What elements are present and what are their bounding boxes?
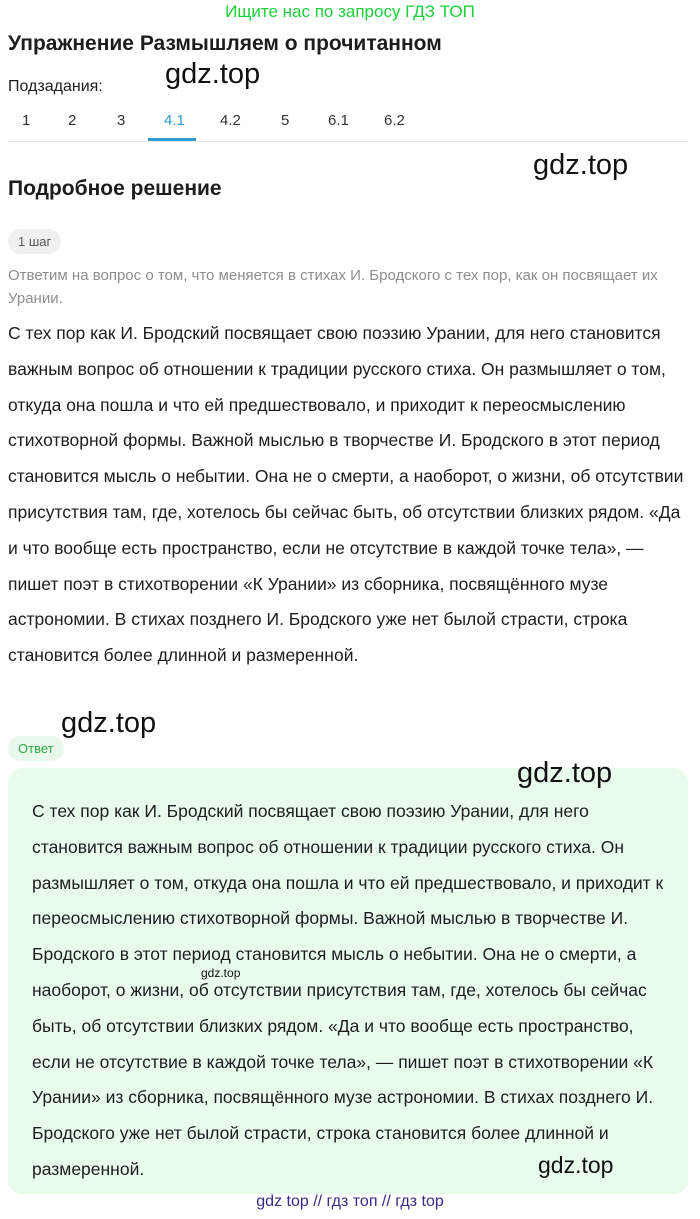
tab-2[interactable]: 2 <box>68 112 77 129</box>
watermark: gdz.top <box>61 707 157 739</box>
promo-banner[interactable]: Ищите нас по запросу ГДЗ ТОП <box>225 2 475 21</box>
subtasks-label: Подзадания: <box>8 78 103 95</box>
tab-5[interactable]: 5 <box>281 112 290 129</box>
solution-heading: Подробное решение <box>8 177 222 200</box>
tab-6-2[interactable]: 6.2 <box>384 112 405 129</box>
watermark: gdz.top <box>165 58 261 90</box>
watermark: gdz.top <box>533 149 629 181</box>
step-hint: Ответим на вопрос о том, что меняется в стихах И. Бродского с тех пор, как он посвящает их Урании. <box>8 267 658 307</box>
page-title: Упражнение Размышляем о прочитанном <box>8 32 442 55</box>
subtask-tabs <box>0 107 688 141</box>
tab-3[interactable]: 3 <box>117 112 126 129</box>
tab-6-1[interactable]: 6.1 <box>328 112 349 129</box>
tab-4-2[interactable]: 4.2 <box>220 112 241 129</box>
watermark: gdz.top <box>201 966 241 980</box>
watermark: gdz.top <box>538 1152 614 1178</box>
tab-4-1[interactable]: 4.1 <box>164 112 185 129</box>
step-badge: 1 шаг <box>8 229 61 254</box>
watermark: gdz.top <box>517 757 613 789</box>
answer-badge: Ответ <box>8 736 64 761</box>
footer-links[interactable]: gdz top // гдз топ // гдз top <box>256 1193 444 1210</box>
tabs-divider <box>8 141 688 142</box>
solution-text: С тех пор как И. Бродский посвящает свою поэзию Урании, для него становится важным вопрос об отношении к традиции русского стиха. Он размышляет о том, откуда она пошла и что ей предшествовало, и приходит к переосмыслению стихотворной формы. Важной мыслью в творчестве И. Бродского в этот период становится мысль о небытии. Она не о смерти, а наоборот, о жизни, об отсутствии присутствия там, где, хотелось бы сейчас быть, об отсутствии близких рядом. «Да и что вообще есть пространство, если не отсутствие в каждой точке тела», — пишет поэт в стихотворении «К Урании» из сборника, посвящённого музе астрономии. В стихах позднего И. Бродского уже нет былой страсти, строка становится более длинной и размеренной. <box>8 323 684 666</box>
answer-text: С тех пор как И. Бродский посвящает свою поэзию Урании, для него становится важным вопрос об отношении к традиции русского стиха. Он размышляет о том, откуда она пошла и что ей предшествовало, и приходит к переосмыслению стихотворной формы. Важной мыслью в творчестве И. Бродского в этот период становится мысль о небытии. Она не о смерти, а наоборот, о жизни, об отсутствии присутствия там, где, хотелось бы сейчас быть, об отсутствии близких рядом. «Да и что вообще есть пространство, если не отсутствие в каждой точке тела», — пишет поэт в стихотворении «К Урании» из сборника, посвящённого музе астрономии. В стихах позднего И. Бродского уже нет былой страсти, строка становится более длинной и размеренной. <box>32 801 664 1179</box>
tab-1[interactable]: 1 <box>22 112 31 129</box>
